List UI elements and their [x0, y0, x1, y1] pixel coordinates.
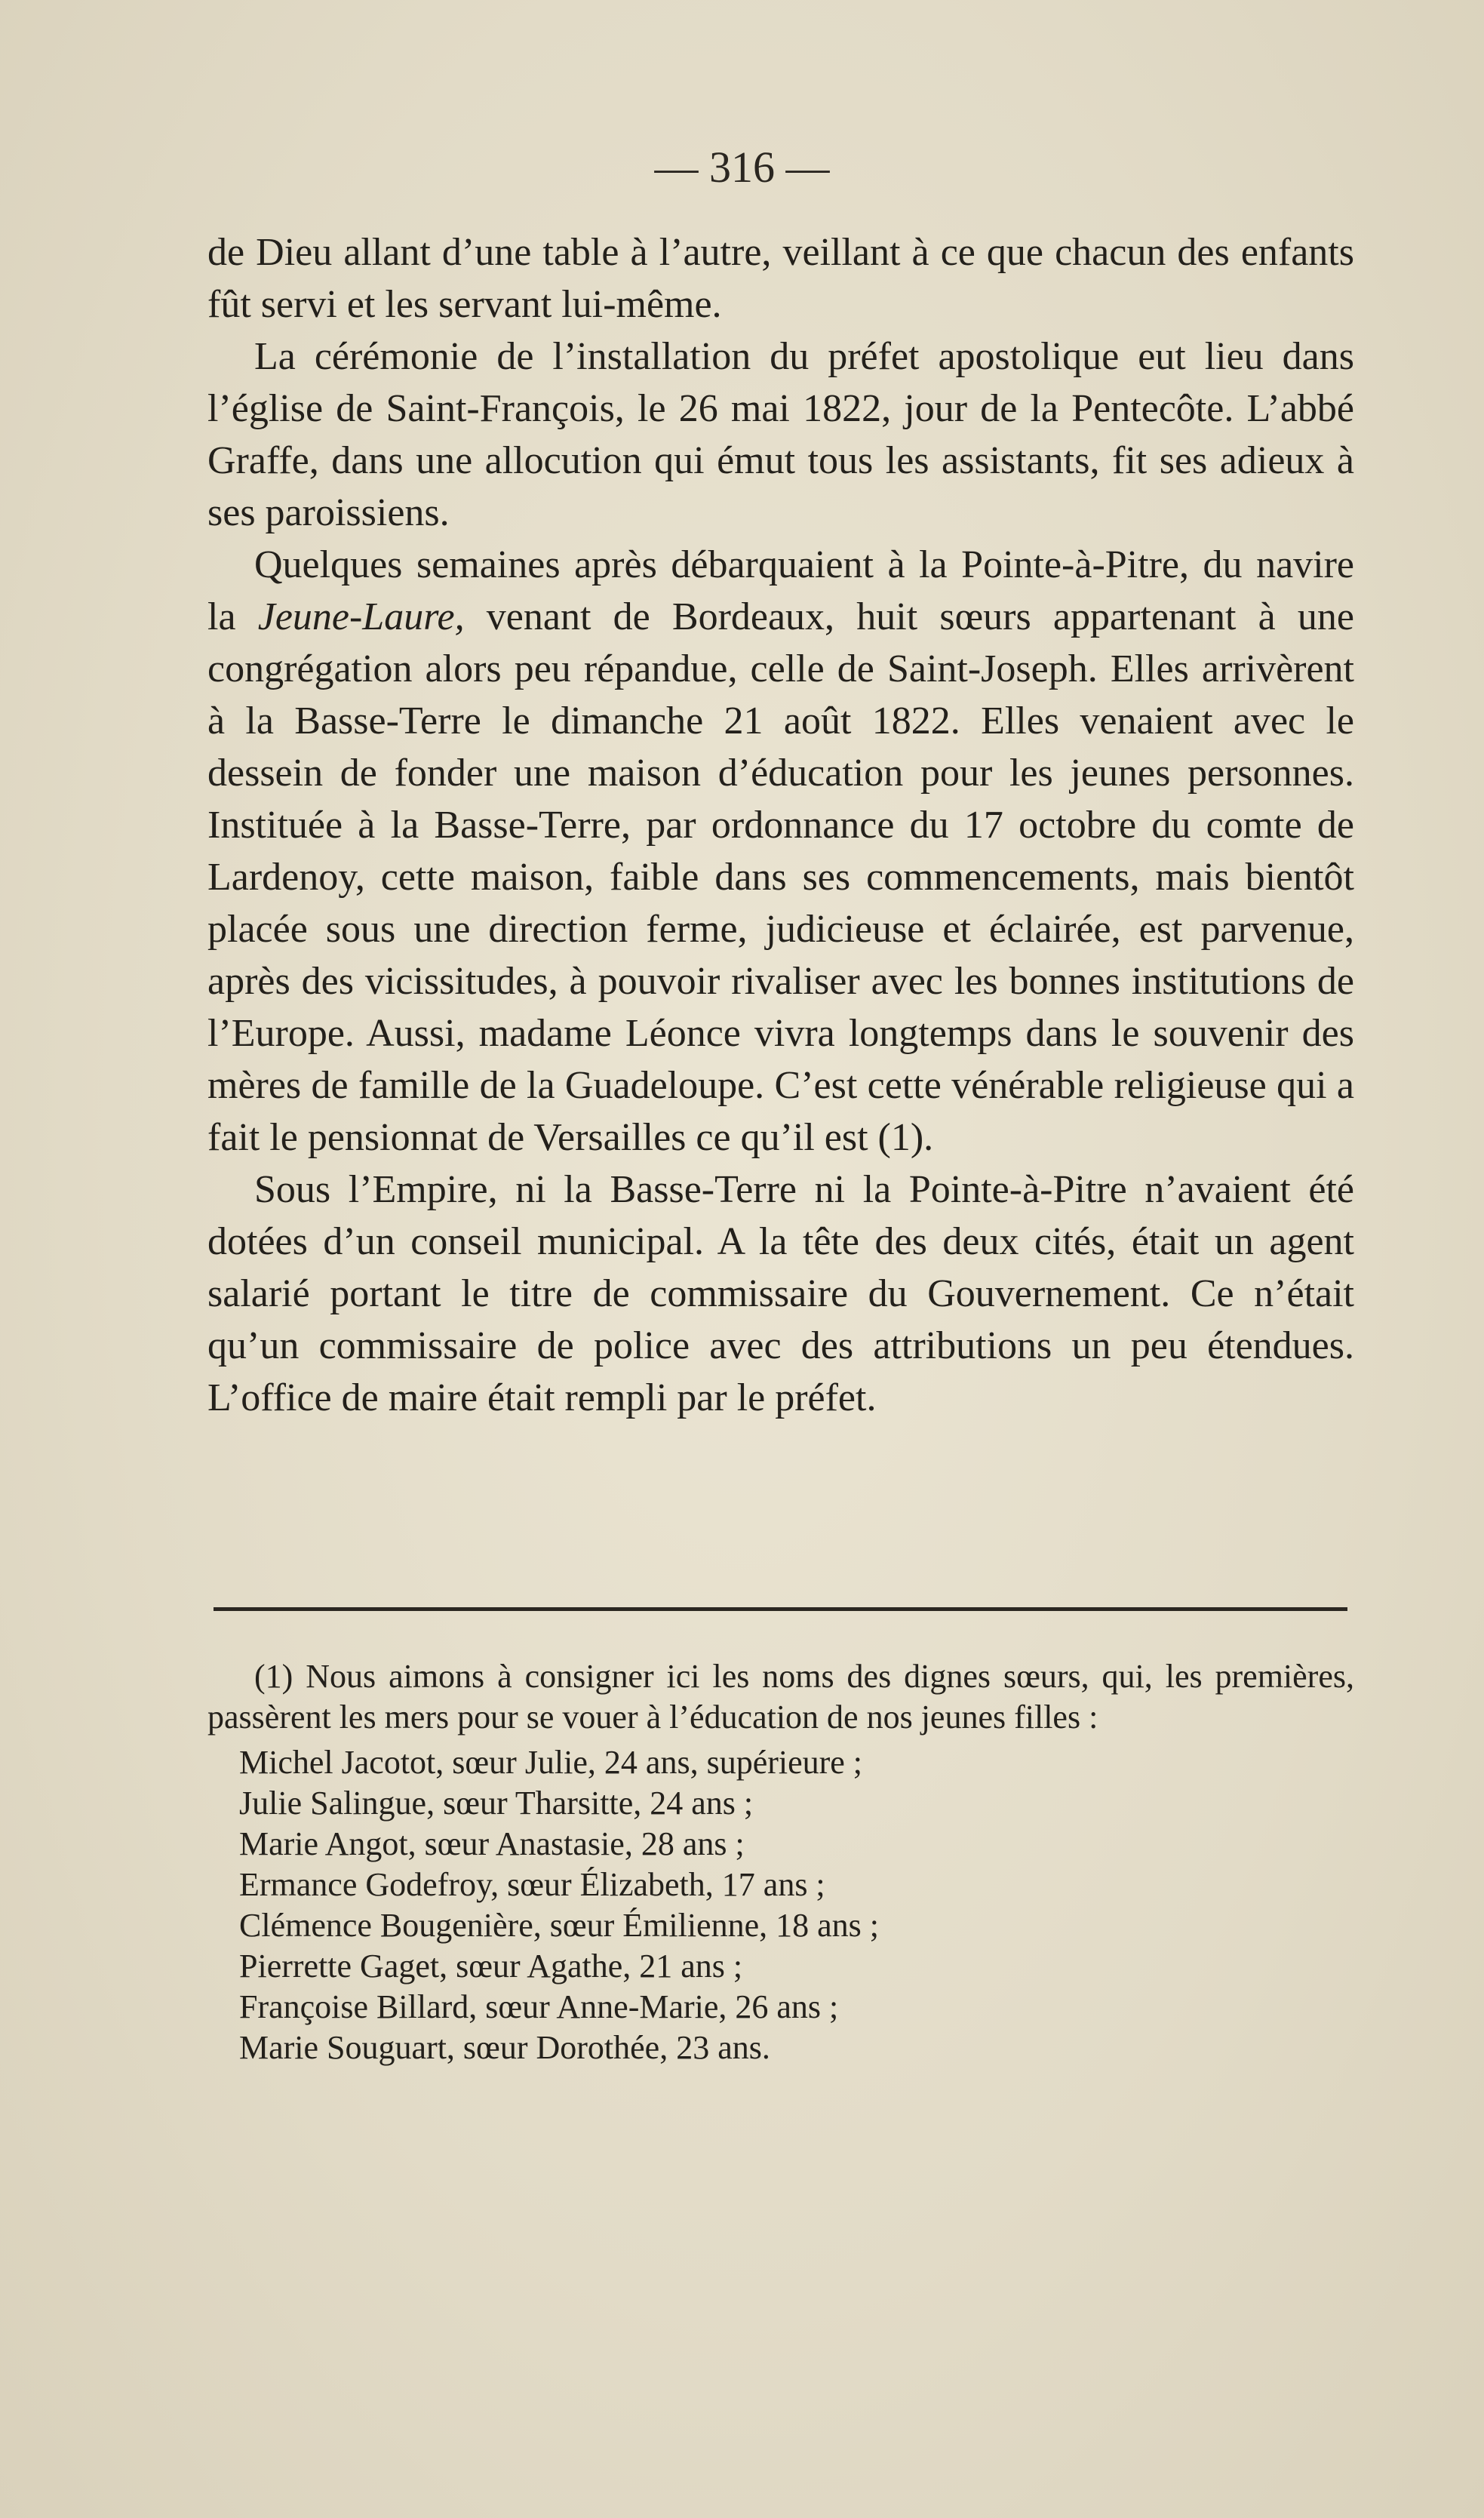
paragraph-2: La cérémonie de l’installation du préfet apostolique eut lieu dans l’église de Saint-François, le 26 mai 1822, jour de la Pentecôte. L’abbé Graffe, dans une allocution qui émut tous les assistants, fit ses adieux à ses paroissiens. — [207, 335, 1354, 534]
list-item: Françoise Billard, sœur Anne-Marie, 26 ans ; — [239, 1988, 839, 2025]
paragraph-3-start: Quelques semaines après débarquaient à la Pointe-à-Pitre, du navire la — [207, 543, 1354, 638]
sisters-list — [207, 1742, 1354, 2068]
paragraph-4: Sous l’Empire, ni la Basse-Terre ni la Pointe-à-Pitre n’avaient été dotées d’un conseil municipal. A la tête des deux cités, était un agent salarié portant le titre de commissaire du Gouvernement. Ce n’était qu’un commissaire de police avec des attributions un peu étendues. L’office de maire était rempli par le préfet. — [207, 1168, 1354, 1419]
list-item: Julie Salingue, sœur Tharsitte, 24 ans ; — [239, 1785, 754, 1822]
paragraph-1: de Dieu allant d’une table à l’autre, veillant à ce que chacun des enfants fût servi et les servant lui-même. — [207, 231, 1354, 326]
page-number: — 316 — — [654, 143, 830, 192]
paragraph-3 — [207, 539, 1354, 1164]
footnote-block — [207, 1656, 1354, 2068]
ship-name: Jeune-Laure, — [257, 595, 465, 638]
list-item: Marie Souguart, sœur Dorothée, 23 ans. — [239, 2029, 770, 2066]
main-text — [207, 226, 1354, 1424]
list-item: Pierrette Gaget, sœur Agathe, 21 ans ; — [239, 1948, 743, 1985]
list-item: Marie Angot, sœur Anastasie, 28 ans ; — [239, 1825, 745, 1862]
list-item: Michel Jacotot, sœur Julie, 24 ans, supérieure ; — [239, 1744, 863, 1781]
list-item: Clémence Bougenière, sœur Émilienne, 18 ans ; — [239, 1907, 879, 1944]
paragraph-3-rest: venant de Bordeaux, huit sœurs appartenant à une congrégation alors peu répandue, celle de Saint-Joseph. Elles arrivèrent à la Basse-Terre le dimanche 21 août 1822. Elles venaient avec le dessein de fonder une maison d’éducation pour les jeunes personnes. Instituée à la Basse-Terre, par ordonnance du 17 octobre du comte de Lardenoy, cette maison, faible dans ses commencements, mais bientôt placée sous une direction ferme, judicieuse et éclairée, est parvenue, après des vicissitudes, à pouvoir rivaliser avec les bonnes institutions de l’Europe. Aussi, madame Léonce vivra longtemps dans le souvenir des mères de famille de la Guadeloupe. C’est cette vénérable religieuse qui a fait le pensionnat de Versailles ce qu’il est (1). — [207, 595, 1354, 1159]
list-item: Ermance Godefroy, sœur Élizabeth, 17 ans ; — [239, 1866, 825, 1903]
footnote-separator — [214, 1607, 1347, 1611]
footnote-intro: (1) Nous aimons à consigner ici les noms des dignes sœurs, qui, les premières, passèrent les mers pour se vouer à l’éducation de nos jeunes filles : — [207, 1658, 1354, 1736]
